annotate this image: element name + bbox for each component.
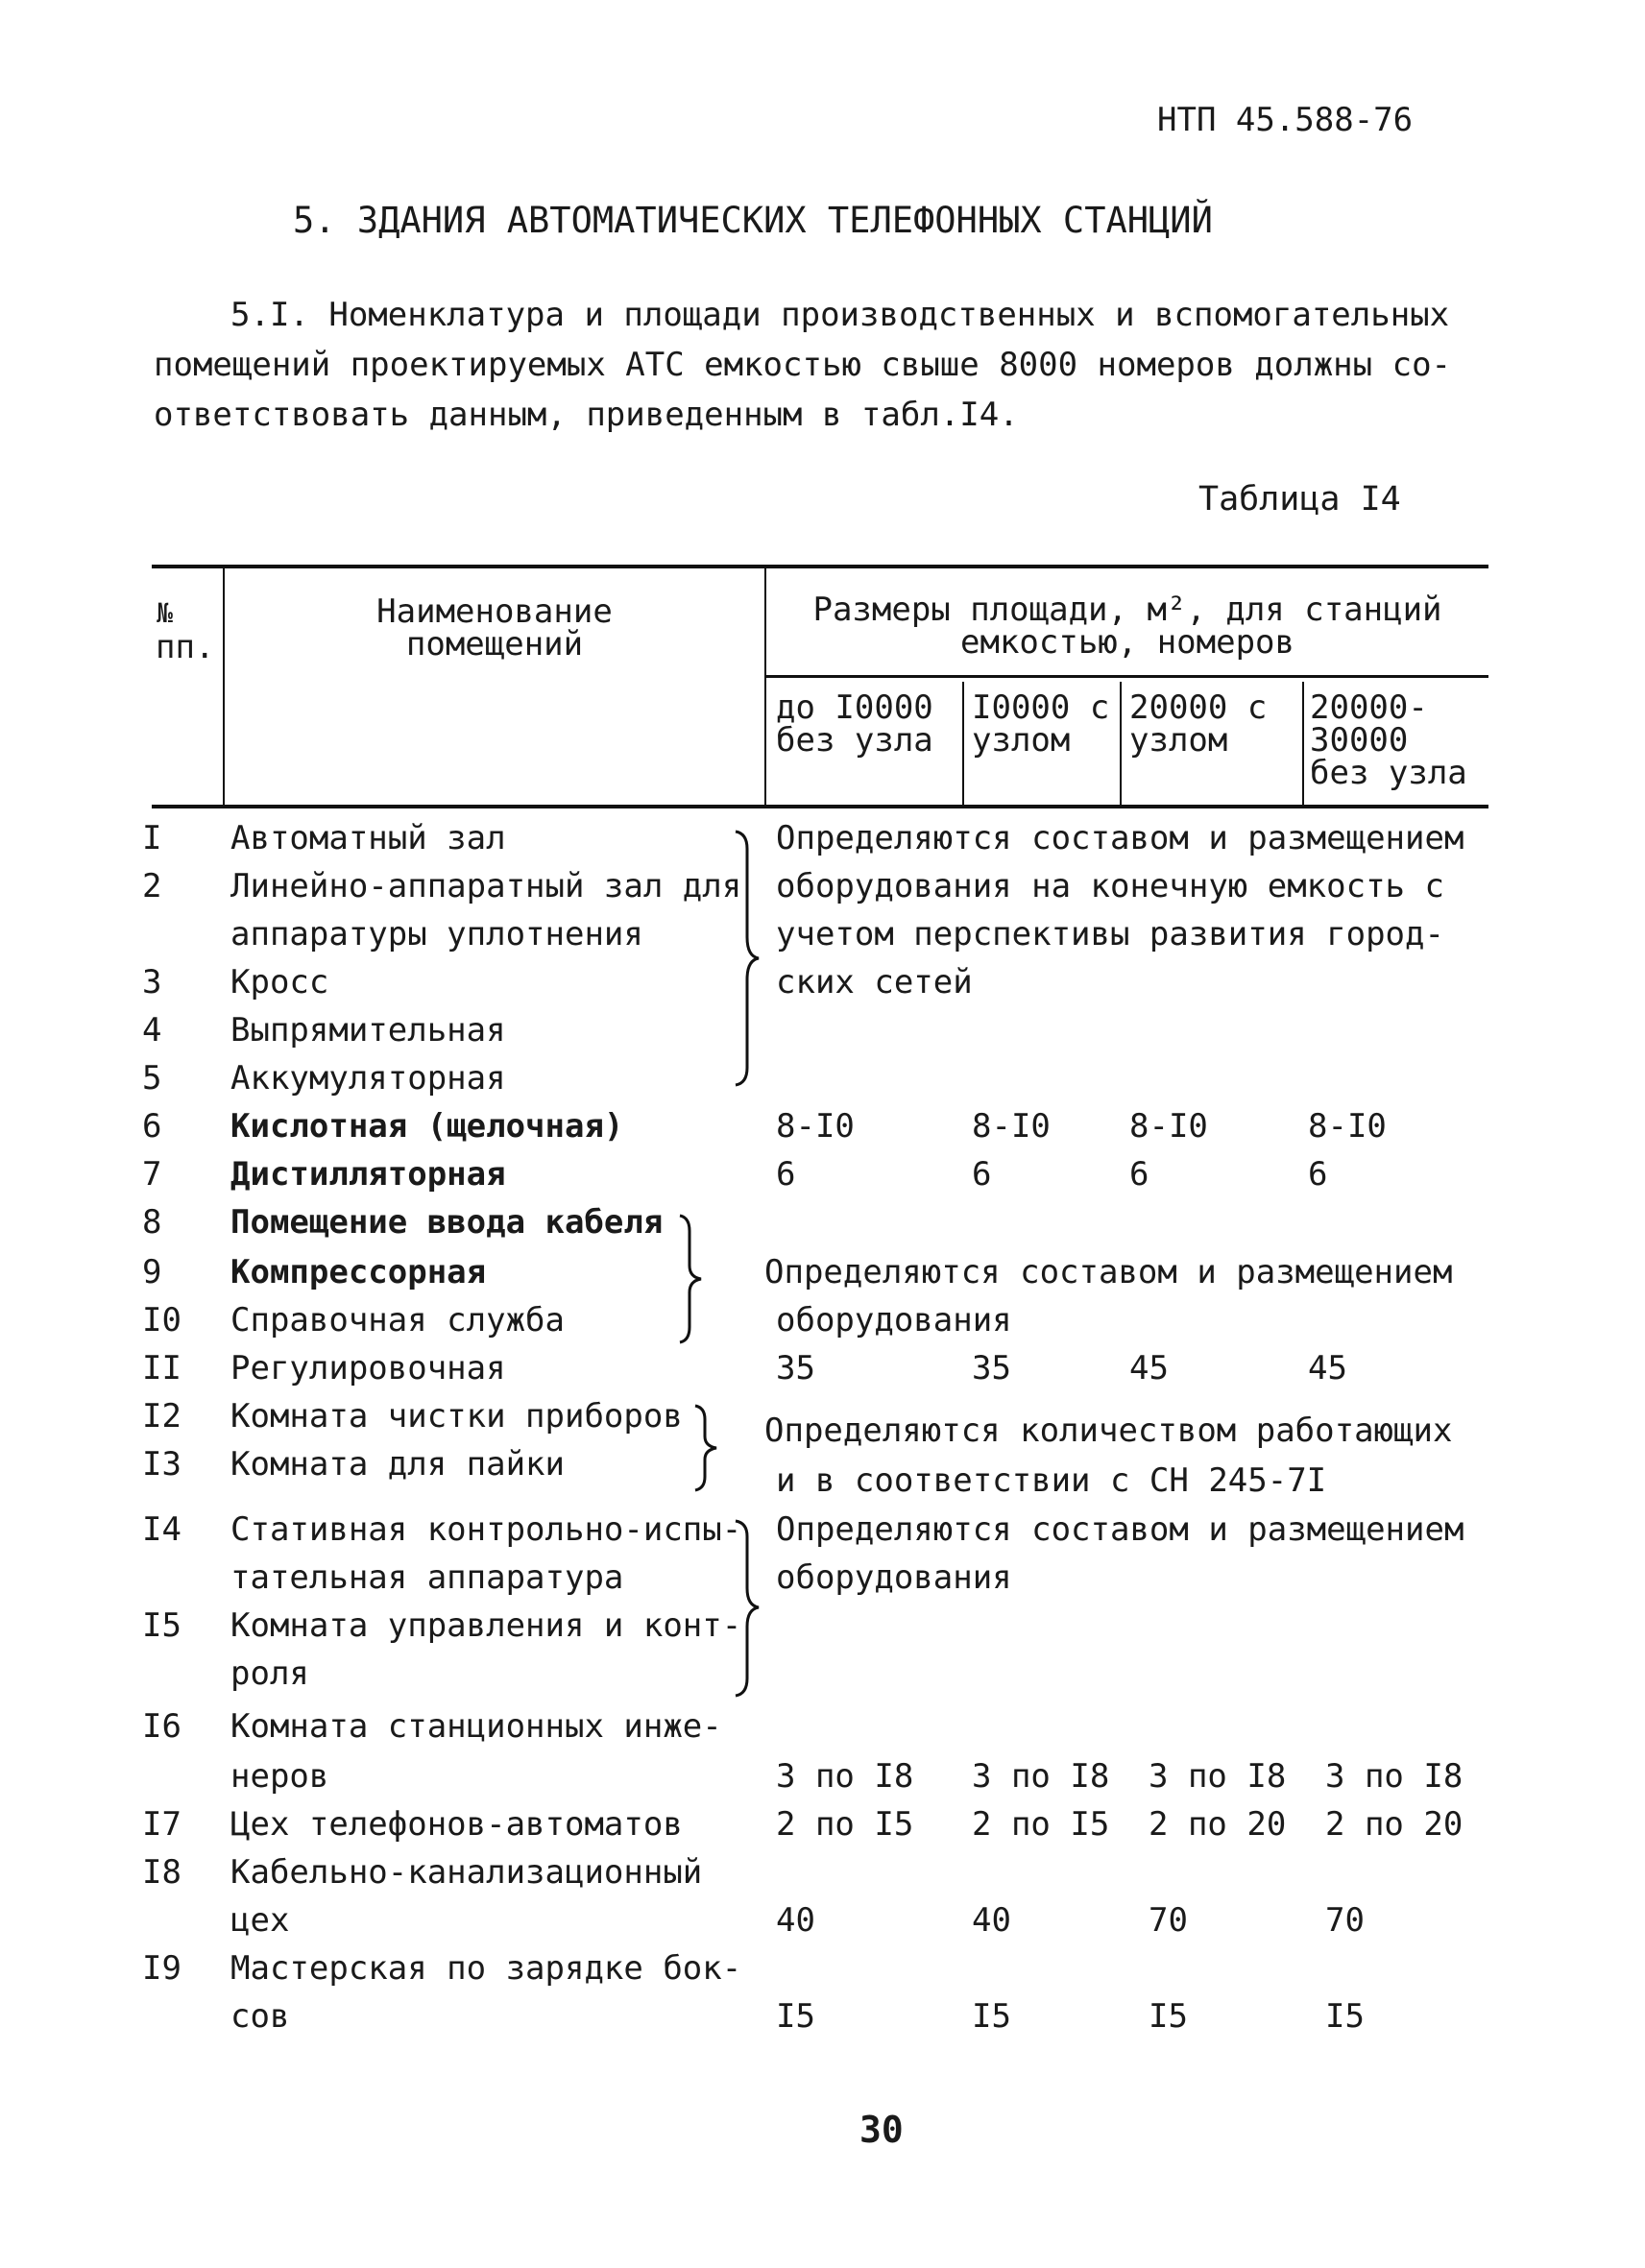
table-divider-col2 xyxy=(1120,682,1122,805)
row-19-col1: I5 xyxy=(776,1997,815,2036)
row-18-name-cont: цех xyxy=(230,1901,290,1940)
row-14-name: Стативная контрольно-испы- xyxy=(230,1510,742,1549)
row-7-name: Дистилляторная xyxy=(230,1155,506,1194)
row-2-num: 2 xyxy=(142,867,162,905)
row-6-name: Кислотная (щелочная) xyxy=(230,1107,624,1146)
row-13-num: I3 xyxy=(142,1445,181,1484)
table-subhead-rule xyxy=(766,675,1488,678)
table-head-bottom-rule xyxy=(152,805,1488,808)
row-12-name: Комната чистки приборов xyxy=(230,1397,683,1436)
row-6-col4: 8-I0 xyxy=(1308,1107,1387,1146)
merged-note-c-line-2: и в соответствии с СН 245-7I xyxy=(776,1461,1327,1500)
merged-note-d-line-2: оборудования xyxy=(776,1558,1012,1597)
row-11-col1: 35 xyxy=(776,1349,815,1387)
brace-rows-1-5 xyxy=(730,828,768,1089)
brace-rows-8-10 xyxy=(674,1212,713,1346)
document-code: НТП 45.588-76 xyxy=(1157,101,1414,139)
row-17-col3: 2 по 20 xyxy=(1149,1805,1287,1844)
row-16-col2: 3 по I8 xyxy=(972,1757,1110,1796)
row-7-col1: 6 xyxy=(776,1155,796,1194)
merged-note-a-line-2: оборудования на конечную емкость с xyxy=(776,867,1444,905)
row-19-col2: I5 xyxy=(972,1997,1011,2036)
row-19-name-cont: сов xyxy=(230,1997,290,2036)
row-18-name: Кабельно-канализационный xyxy=(230,1853,703,1892)
row-16-col1: 3 по I8 xyxy=(776,1757,914,1796)
brace-rows-12-13 xyxy=(689,1402,728,1494)
head-group-line-2: емкостью, номеров xyxy=(960,623,1294,662)
head-group-line-1: Размеры площади, м², для станций xyxy=(812,591,1442,629)
row-9-name: Компрессорная xyxy=(230,1253,487,1291)
row-19-name: Мастерская по зарядке бок- xyxy=(230,1949,742,1988)
merged-note-b-line-2: оборудования xyxy=(776,1301,1012,1339)
row-7-col4: 6 xyxy=(1308,1155,1328,1194)
row-14-name-cont: тательная аппаратура xyxy=(230,1558,624,1597)
row-7-col3: 6 xyxy=(1129,1155,1149,1194)
row-2-name: Линейно-аппаратный зал для xyxy=(230,867,742,905)
row-19-col3: I5 xyxy=(1149,1997,1188,2036)
paragraph-line-2: помещений проектируемых АТС емкостью свыше 8000 номеров должны со- xyxy=(154,346,1452,384)
row-16-num: I6 xyxy=(142,1707,181,1746)
row-11-num: II xyxy=(142,1349,181,1387)
head-col1-line-1: до I0000 xyxy=(776,688,933,727)
row-1-num: I xyxy=(142,819,162,857)
row-4-name: Выпрямительная xyxy=(230,1011,506,1050)
head-col2-line-2: узлом xyxy=(972,721,1071,760)
paragraph-line-1: 5.I. Номенклатура и площади производственных и вспомогательных xyxy=(230,296,1450,334)
row-6-col1: 8-I0 xyxy=(776,1107,855,1146)
row-16-col4: 3 по I8 xyxy=(1325,1757,1464,1796)
row-8-name: Помещение ввода кабеля xyxy=(230,1203,664,1242)
merged-note-c-line-1: Определяются количеством работающих xyxy=(764,1411,1453,1450)
row-3-num: 3 xyxy=(142,963,162,1001)
row-9-num: 9 xyxy=(142,1253,162,1291)
row-15-num: I5 xyxy=(142,1606,181,1645)
row-2-name-cont: аппаратуры уплотнения xyxy=(230,915,643,953)
row-16-name-cont: неров xyxy=(230,1757,329,1796)
head-col3-line-1: 20000 с xyxy=(1129,688,1268,727)
row-6-num: 6 xyxy=(142,1107,162,1146)
row-12-num: I2 xyxy=(142,1397,181,1436)
row-17-num: I7 xyxy=(142,1805,181,1844)
row-13-name: Комната для пайки xyxy=(230,1445,565,1484)
head-col1-line-2: без узла xyxy=(776,721,933,760)
row-17-col4: 2 по 20 xyxy=(1325,1805,1464,1844)
page-number: 30 xyxy=(859,2109,904,2151)
head-num-symbol: № xyxy=(157,597,173,629)
row-18-num: I8 xyxy=(142,1853,181,1892)
row-18-col2: 40 xyxy=(972,1901,1011,1940)
row-11-col2: 35 xyxy=(972,1349,1011,1387)
head-col4-line-1: 20000- xyxy=(1310,688,1428,727)
head-col3-line-2: узлом xyxy=(1129,721,1228,760)
row-11-name: Регулировочная xyxy=(230,1349,506,1387)
row-8-num: 8 xyxy=(142,1203,162,1242)
row-10-num: I0 xyxy=(142,1301,181,1339)
row-18-col4: 70 xyxy=(1325,1901,1365,1940)
merged-note-a-line-3: учетом перспективы развития город- xyxy=(776,915,1444,953)
row-5-name: Аккумуляторная xyxy=(230,1059,506,1098)
row-15-name: Комната управления и конт- xyxy=(230,1606,742,1645)
row-18-col3: 70 xyxy=(1149,1901,1188,1940)
row-5-num: 5 xyxy=(142,1059,162,1098)
table-divider-col1 xyxy=(962,682,964,805)
merged-note-d-line-1: Определяются составом и размещением xyxy=(776,1510,1464,1549)
head-name-line-2: помещений xyxy=(405,625,584,664)
head-col4-line-2: 30000 xyxy=(1310,721,1409,760)
head-col4-line-3: без узла xyxy=(1310,754,1467,792)
table-top-rule xyxy=(152,565,1488,568)
paragraph-line-3: ответствовать данным, приведенным в табл.I4. xyxy=(154,396,1019,434)
table-caption: Таблица I4 xyxy=(1198,480,1401,519)
row-19-num: I9 xyxy=(142,1949,181,1988)
row-11-col4: 45 xyxy=(1308,1349,1347,1387)
row-14-num: I4 xyxy=(142,1510,181,1549)
merged-note-a-line-1: Определяются составом и размещением xyxy=(776,819,1464,857)
head-num-label: пп. xyxy=(156,628,215,666)
row-16-name: Комната станционных инже- xyxy=(230,1707,722,1746)
row-7-num: 7 xyxy=(142,1155,162,1194)
row-7-col2: 6 xyxy=(972,1155,992,1194)
row-10-name: Справочная служба xyxy=(230,1301,565,1339)
head-name-line-1: Наименование xyxy=(376,592,613,631)
row-17-col2: 2 по I5 xyxy=(972,1805,1110,1844)
row-15-name-cont: роля xyxy=(230,1654,309,1693)
head-col2-line-1: I0000 с xyxy=(972,688,1110,727)
row-18-col1: 40 xyxy=(776,1901,815,1940)
row-1-name: Автоматный зал xyxy=(230,819,506,857)
table-divider-col3 xyxy=(1302,682,1304,805)
merged-note-b-line-1: Определяются составом и размещением xyxy=(764,1253,1453,1291)
row-16-col3: 3 по I8 xyxy=(1149,1757,1287,1796)
row-6-col3: 8-I0 xyxy=(1129,1107,1208,1146)
row-6-col2: 8-I0 xyxy=(972,1107,1051,1146)
merged-note-a-line-4: ских сетей xyxy=(776,963,973,1001)
row-4-num: 4 xyxy=(142,1011,162,1050)
row-19-col4: I5 xyxy=(1325,1997,1365,2036)
row-11-col3: 45 xyxy=(1129,1349,1169,1387)
section-title: 5. ЗДАНИЯ АВТОМАТИЧЕСКИХ ТЕЛЕФОННЫХ СТАНЦИЙ xyxy=(293,200,1213,241)
row-17-col1: 2 по I5 xyxy=(776,1805,914,1844)
row-3-name: Кросс xyxy=(230,963,329,1001)
brace-rows-14-15 xyxy=(730,1517,768,1700)
row-17-name: Цех телефонов-автоматов xyxy=(230,1805,683,1844)
